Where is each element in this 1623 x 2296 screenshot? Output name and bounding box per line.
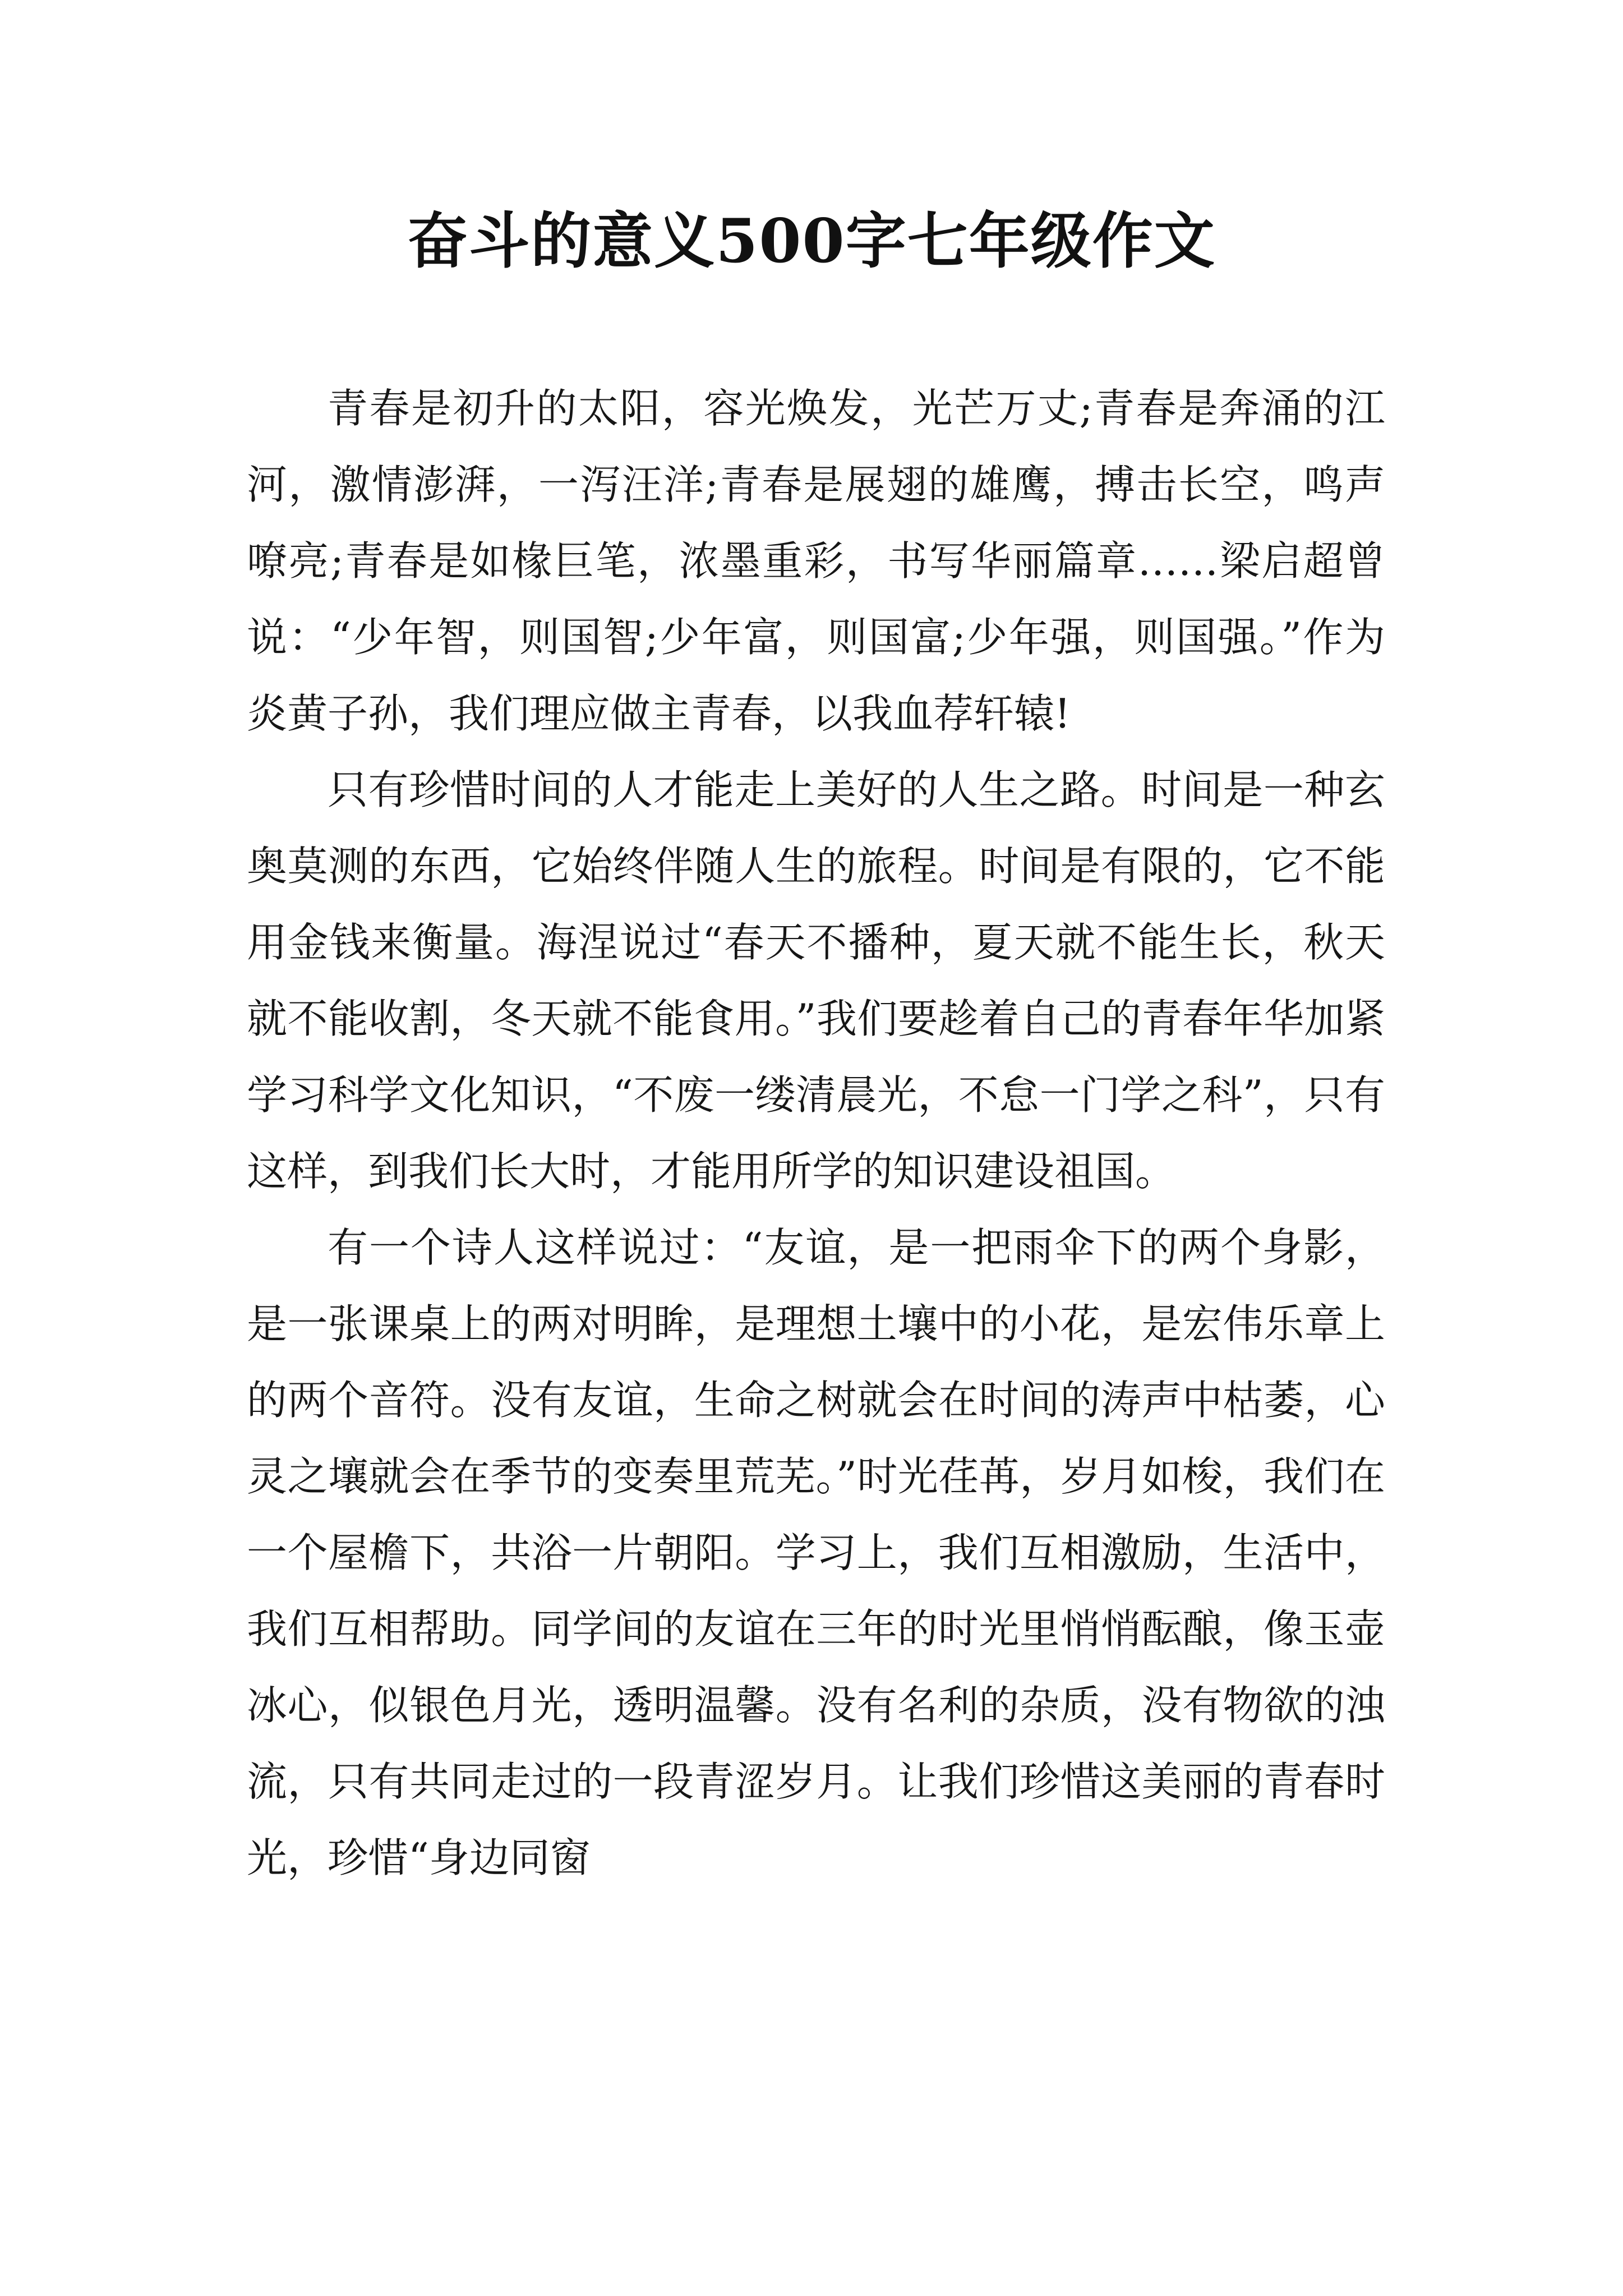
paragraph-3: 有一个诗人这样说过：“友谊，是一把雨伞下的两个身影，是一张课桌上的两对明眸，是理想土壤中的小花，是宏伟乐章上的两个音符。没有友谊，生命之树就会在时间的涛声中枯萎，心灵之壤就会在季节的变奏里荒芜。”时光荏苒，岁月如梭，我们在一个屋檐下，共浴一片朝阳。学习上，我们互相激励，生活中，我们互相帮助。同学间的友谊在三年的时光里悄悄酝酿，像玉壶冰心，似银色月光，透明温馨。没有名利的杂质，没有物欲的浊流，只有共同走过的一段青涩岁月。让我们珍惜这美丽的青春时光，珍惜“身边同窗 [247,1224,1385,1881]
document-body [247,370,1385,1896]
document-title: 奋斗的意义500字七年级作文 [407,206,1216,277]
paragraph-2: 只有珍惜时间的人才能走上美好的人生之路。时间是一种玄奥莫测的东西，它始终伴随人生的旅程。时间是有限的，它不能用金钱来衡量。海涅说过“春天不播种，夏天就不能生长，秋天就不能收割，冬天就不能食用。”我们要趁着自己的青春年华加紧学习科学文化知识，“不废一缕清晨光，不怠一门学之科”，只有这样，到我们长大时，才能用所学的知识建设祖国。 [247,766,1385,1195]
paragraph-1: 青春是初升的太阳，容光焕发，光芒万丈;青春是奔涌的江河，激情澎湃，一泻汪洋;青春是展翅的雄鹰，搏击长空，鸣声嘹亮;青春是如椽巨笔，浓墨重彩，书写华丽篇章……梁启超曾说：“少年智，则国智;少年富，则国富;少年强，则国强。”作为炎黄子孙，我们理应做主青春，以我血荐轩辕! [247,385,1385,737]
